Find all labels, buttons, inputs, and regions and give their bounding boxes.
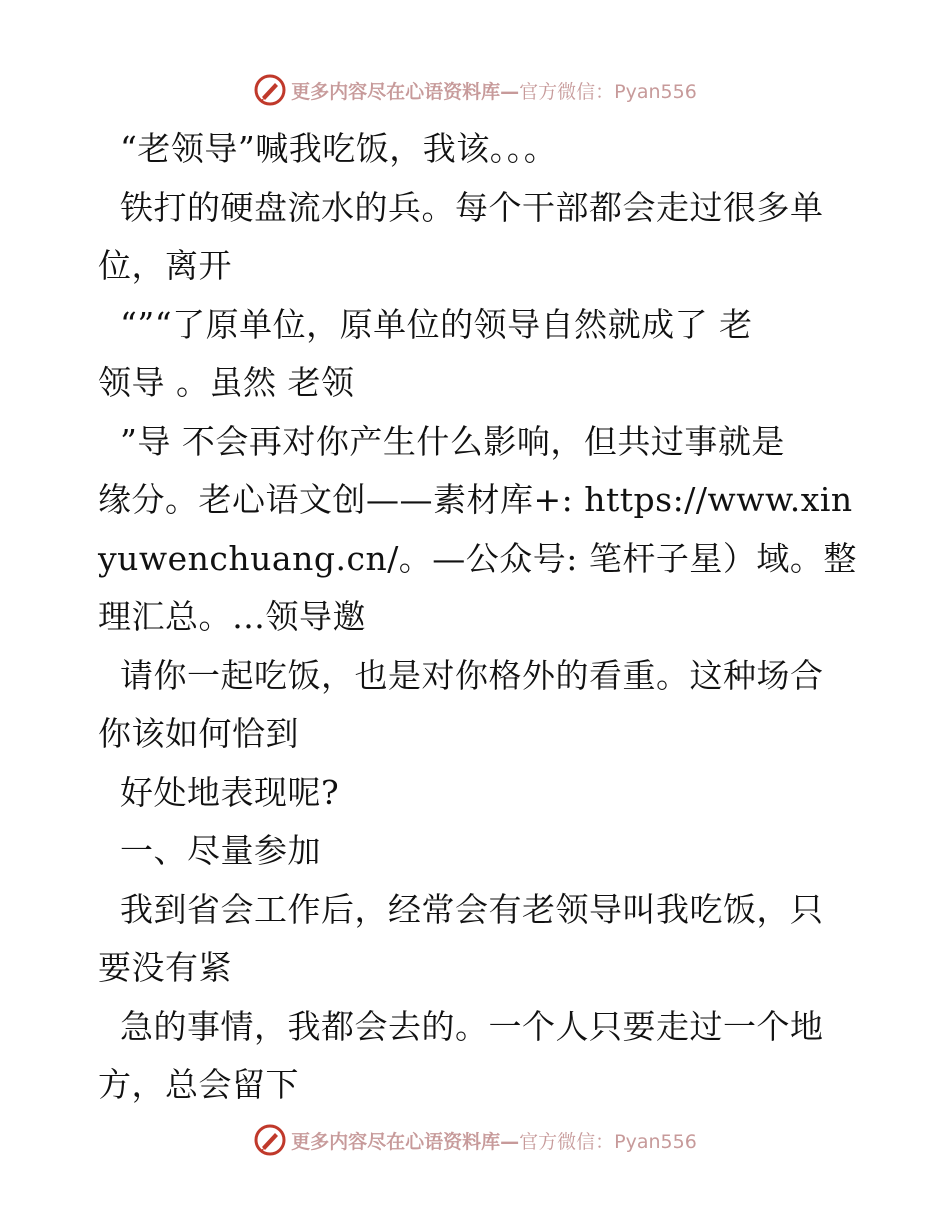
text-line: ”导 不会再对你产生什么影响，但共过事就是 [98,421,785,461]
text-line: 你该如何恰到 [98,714,299,753]
banner-wechat: 官方微信：Pyan556 [519,80,697,103]
footer-banner [0,1120,950,1160]
document-body [98,120,858,1115]
pen-logo-icon [253,1123,287,1157]
text-line: yuwenchuang.cn/。—公众号: 笔杆子星）域。整 [98,538,857,578]
text-line: 请你一起吃饭，也是对你格外的看重。这种场合 [98,655,824,695]
text-line: 急的事情，我都会去的。一个人只要走过一个地 [98,1006,824,1046]
header-banner [0,70,950,110]
banner-separator: — [500,80,520,103]
text-line: 领导 。虽然 老领 [98,363,355,402]
pen-logo-icon [253,73,287,107]
text-line: 铁打的硬盘流水的兵。每个干部都会走过很多单 [98,187,824,227]
text-line: 位，离开 [98,246,232,285]
text-line: 一、尽量参加 [98,831,321,870]
banner-text [291,1127,697,1154]
text-line: 我到省会工作后，经常会有老领导叫我吃饭，只 [98,889,824,929]
banner-wechat: 官方微信：Pyan556 [519,1130,697,1153]
text-line: 缘分。老心语文创——素材库+: https://www.xin [98,480,853,519]
text-line: “老领导”喊我吃饭，我该。。。 [98,129,558,168]
text-line: 方，总会留下 [98,1065,299,1104]
text-line: “”“了原单位，原单位的领导自然就成了 老 [98,304,753,344]
text-line: 要没有紧 [98,948,232,987]
banner-separator: — [500,1130,520,1153]
banner-text [291,77,697,104]
text-line: 好处地表现呢? [98,772,340,812]
text-line: 理汇总。…领导邀 [98,597,366,636]
banner-site-name: 更多内容尽在心语资料库 [291,1130,501,1153]
banner-site-name: 更多内容尽在心语资料库 [291,80,501,103]
